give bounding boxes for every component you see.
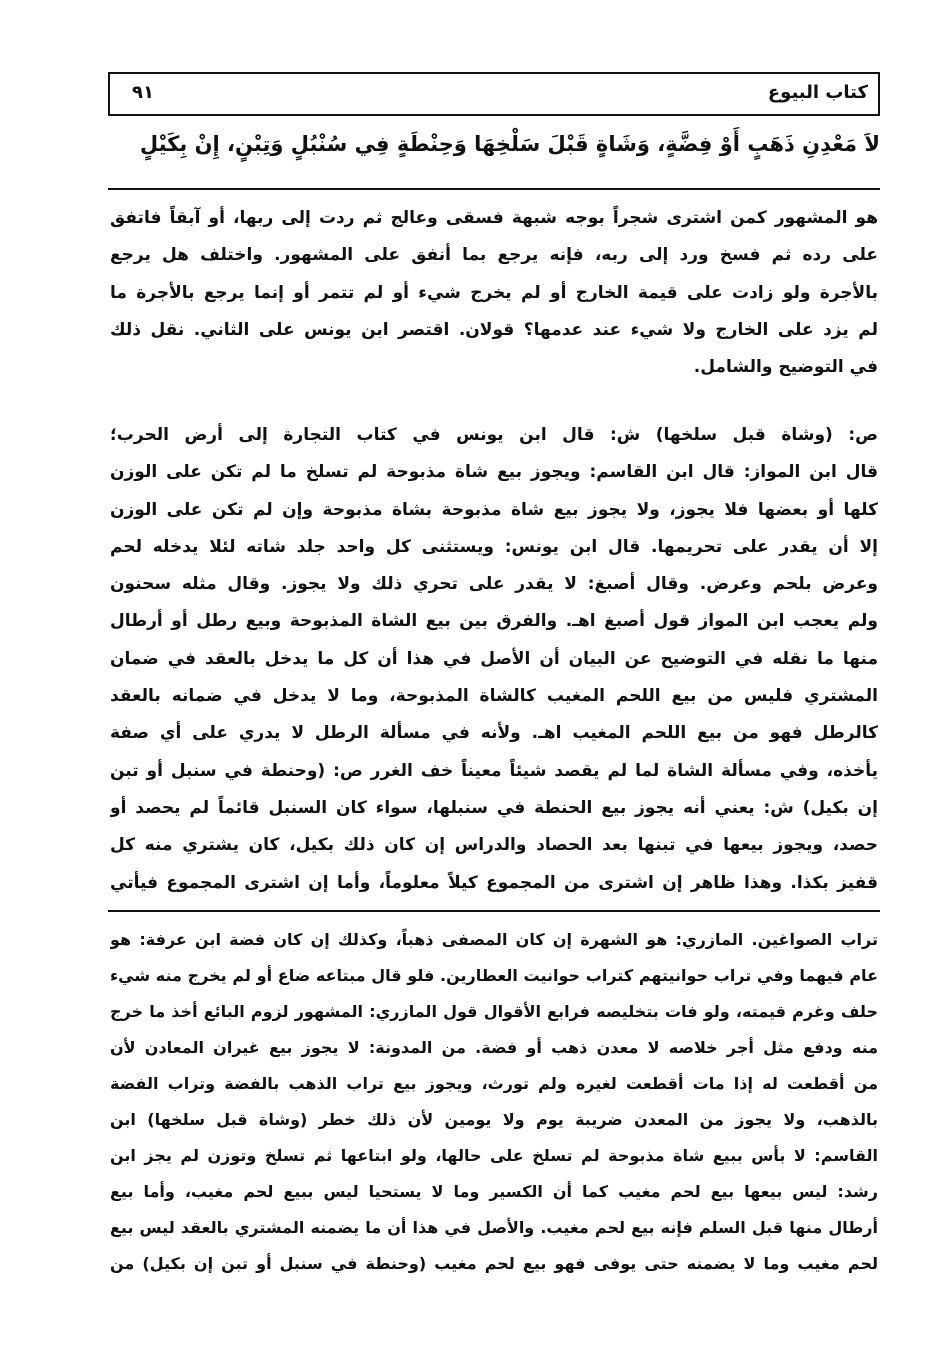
text-line bbox=[110, 1174, 878, 1210]
text-line bbox=[110, 454, 878, 491]
text-line bbox=[110, 827, 878, 864]
text-line bbox=[110, 417, 878, 454]
text-segment: حصد، ويجوز بيعها في تبنها بعد الحصاد والدراس إن كان ذلك بكيل، كان يشتري منه كل bbox=[110, 835, 878, 856]
bold-quote: ص: (وحنطة في سنبل أو تبن bbox=[110, 760, 363, 781]
text-line bbox=[110, 1138, 878, 1174]
text-segment: على رده ثم فسخ ورد إلى ربه، فإنه يرجع بما أنفق على المشهور. واختلف هل يرجع bbox=[110, 245, 878, 266]
text-line bbox=[110, 312, 878, 349]
text-segment: يعني أنه يجوز بيع الحنطة في سنبلها، سواء كان السنبل قائماً لم يحصد أو bbox=[110, 797, 764, 818]
chapter-title: كتاب البيوع bbox=[767, 82, 868, 103]
footnotes bbox=[110, 922, 878, 1282]
bold-quote: ص: (وشاة قبل سلخها) ش: bbox=[609, 425, 878, 445]
running-header bbox=[108, 72, 880, 116]
text-line bbox=[110, 566, 878, 603]
text-line bbox=[110, 200, 878, 237]
bold-quote: (وشاة قبل سلخها) bbox=[147, 1110, 308, 1129]
text-line bbox=[110, 1030, 878, 1066]
text-line bbox=[110, 603, 878, 640]
text-segment: قال ابن يونس في كتاب التجارة إلى أرض الحرب؛ bbox=[110, 425, 610, 445]
text-segment: قفيز بكذا. وهذا ظاهر إن اشترى من المجموع كيلاً معلوماً، وأما إن اشترى المجموع فيأتي bbox=[110, 872, 878, 893]
text-segment: ولم يعجب ابن المواز قول أصبغ اهـ. والفرق بين بيع الشاة المذبوحة وبيع رطل أو أرطال bbox=[110, 611, 878, 632]
text-segment: ابن bbox=[110, 1110, 148, 1129]
top-divider bbox=[108, 188, 880, 190]
text-line bbox=[110, 753, 878, 790]
text-segment: من bbox=[110, 1254, 143, 1273]
text-segment: لحم مغيب وما لا يضمنه حتى يوفى فهو بيع لحم مغيب bbox=[426, 1254, 878, 1273]
bold-quote: إن بكيل) ش: bbox=[763, 797, 878, 818]
text-segment: أرطال منها قبل السلم فإنه بيع لحم مغيب. والأصل في هذا أن ما يضمنه المشتري بالعقد ليس بيع bbox=[110, 1218, 878, 1237]
text-segment: رشد: ليس بيعها بيع لحم مغيب كما أن الكسير وما لا يستحيا ليس ببيع لحم مغيب، وأما بيع bbox=[110, 1182, 878, 1201]
bold-quote: (وحنطة في سنبل أو تبن إن بكيل) bbox=[142, 1254, 427, 1273]
commentary-paragraph-2 bbox=[110, 417, 878, 902]
text-segment: بالأجرة ولو زادت على قيمة الخارج أو لم يخرج شيء أو لم تتمر أو إنما يرجع بالأجرة ما bbox=[110, 282, 878, 303]
text-segment: المشتري فليس من بيع اللحم المغيب كالشاة المذبوحة، وما لا يدخل في ضمانه بالعقد bbox=[110, 686, 878, 707]
text-line bbox=[110, 1066, 878, 1102]
text-segment: منها ما نقله في التوضيح عن البيان أن الأصل في هذا أن كل ما يدخل بالعقد في ضمان bbox=[110, 648, 878, 669]
text-line bbox=[110, 1210, 878, 1246]
text-line bbox=[110, 349, 878, 386]
text-segment: هو المشهور كمن اشترى شجراً بوجه شبهة فسقى وعالج ثم ردت إلى ربها، أو آبقاً فاتفق bbox=[110, 208, 878, 228]
text-segment: القاسم: لا بأس ببيع شاة مذبوحة لم تسلخ على حالها، ولو ابتاعها ثم تسلخ وتوزن لم يجز ابن bbox=[110, 1146, 878, 1165]
text-line bbox=[110, 492, 878, 529]
text-line bbox=[110, 1246, 878, 1282]
text-line bbox=[110, 1102, 878, 1138]
text-line bbox=[110, 865, 878, 902]
text-segment: قال ابن المواز: قال ابن القاسم: ويجوز بيع شاة مذبوحة لم تسلخ ما لم تكن على الوزن bbox=[110, 462, 878, 483]
text-segment: لم يزد على الخارج ولا شيء عند عدمها؟ قولان. اقتصر ابن يونس على الثاني. نقل ذلك bbox=[110, 319, 878, 340]
page-number: ٩١ bbox=[132, 82, 154, 103]
text-line bbox=[110, 958, 878, 994]
text-line bbox=[110, 790, 878, 827]
matn-verse: لاَ مَعْدِنِ ذَهَبٍ أَوْ فِضَّةٍ، وَشَاةٍ قَبْلَ سَلْخِهَا وَحِنْطَةٍ فِي سُنْبُلٍ وَتِبْنٍ، إِنْ بِكَيْلٍ bbox=[139, 132, 880, 156]
text-line bbox=[110, 641, 878, 678]
text-segment: في التوضيح والشامل. bbox=[693, 357, 878, 378]
text-segment: من أقطعت له إذا مات أقطعت لغيره ولم تورث، ويجوز بيع تراب الذهب بالفضة وتراب الفضة bbox=[110, 1074, 878, 1093]
text-line bbox=[110, 275, 878, 312]
text-segment: بالذهب، ولا يجوز من المعدن ضريبة يوم ولا يومين لأن ذلك خطر bbox=[307, 1110, 878, 1129]
text-line bbox=[110, 237, 878, 274]
text-segment: كالرطل فهو من بيع اللحم المغيب اهـ. ولأنه في مسألة الرطل لا يدري على أي صفة bbox=[110, 723, 878, 744]
commentary-paragraph-1 bbox=[110, 200, 878, 386]
text-segment: عام فيهما وفي تراب حوانيتهم كتراب حوانيت العطارين. فلو قال مبتاعه ضاع أو لم يخرج منه شيء bbox=[110, 966, 878, 985]
text-line bbox=[110, 678, 878, 715]
text-segment: كلها أو بعضها فلا يجوز، ولا يجوز بيع شاة مذبوحة بشاة مذبوحة وإن لم تكن على الوزن bbox=[110, 499, 878, 520]
text-segment: إلا أن يقدر على تحريمها. قال ابن يونس: ويستثنى كل واحد جلد شاته لئلا يدخله لحم bbox=[110, 536, 878, 557]
text-segment: وعرض بلحم وعرض. وقال أصبغ: لا يقدر على تحري ذلك ولا يجوز. وقال مثله سحنون bbox=[110, 574, 878, 595]
text-line bbox=[110, 529, 878, 566]
text-segment: حلف وغرم قيمته، ولو فات بتخليصه فرابع الأقوال قول المازري: المشهور لزوم البائع أخذ ما خرج bbox=[110, 1002, 878, 1021]
text-segment: يأخذه، وفي مسألة الشاة لما لم يقصد شيئاً معيناً خف الغرر bbox=[362, 760, 878, 781]
footnote-divider bbox=[108, 910, 880, 912]
text-segment: منه ودفع مثل أجر خلاصه لا معدن ذهب أو فضة. من المدونة: لا يجوز بيع غيران المعادن لأن bbox=[110, 1038, 878, 1057]
text-line bbox=[110, 922, 878, 958]
text-segment: تراب الصواغين. المازري: هو الشهرة إن كان المصفى ذهباً، وكذلك إن كان فضة ابن عرفة: هو bbox=[110, 930, 878, 949]
text-line bbox=[110, 994, 878, 1030]
text-line bbox=[110, 715, 878, 752]
